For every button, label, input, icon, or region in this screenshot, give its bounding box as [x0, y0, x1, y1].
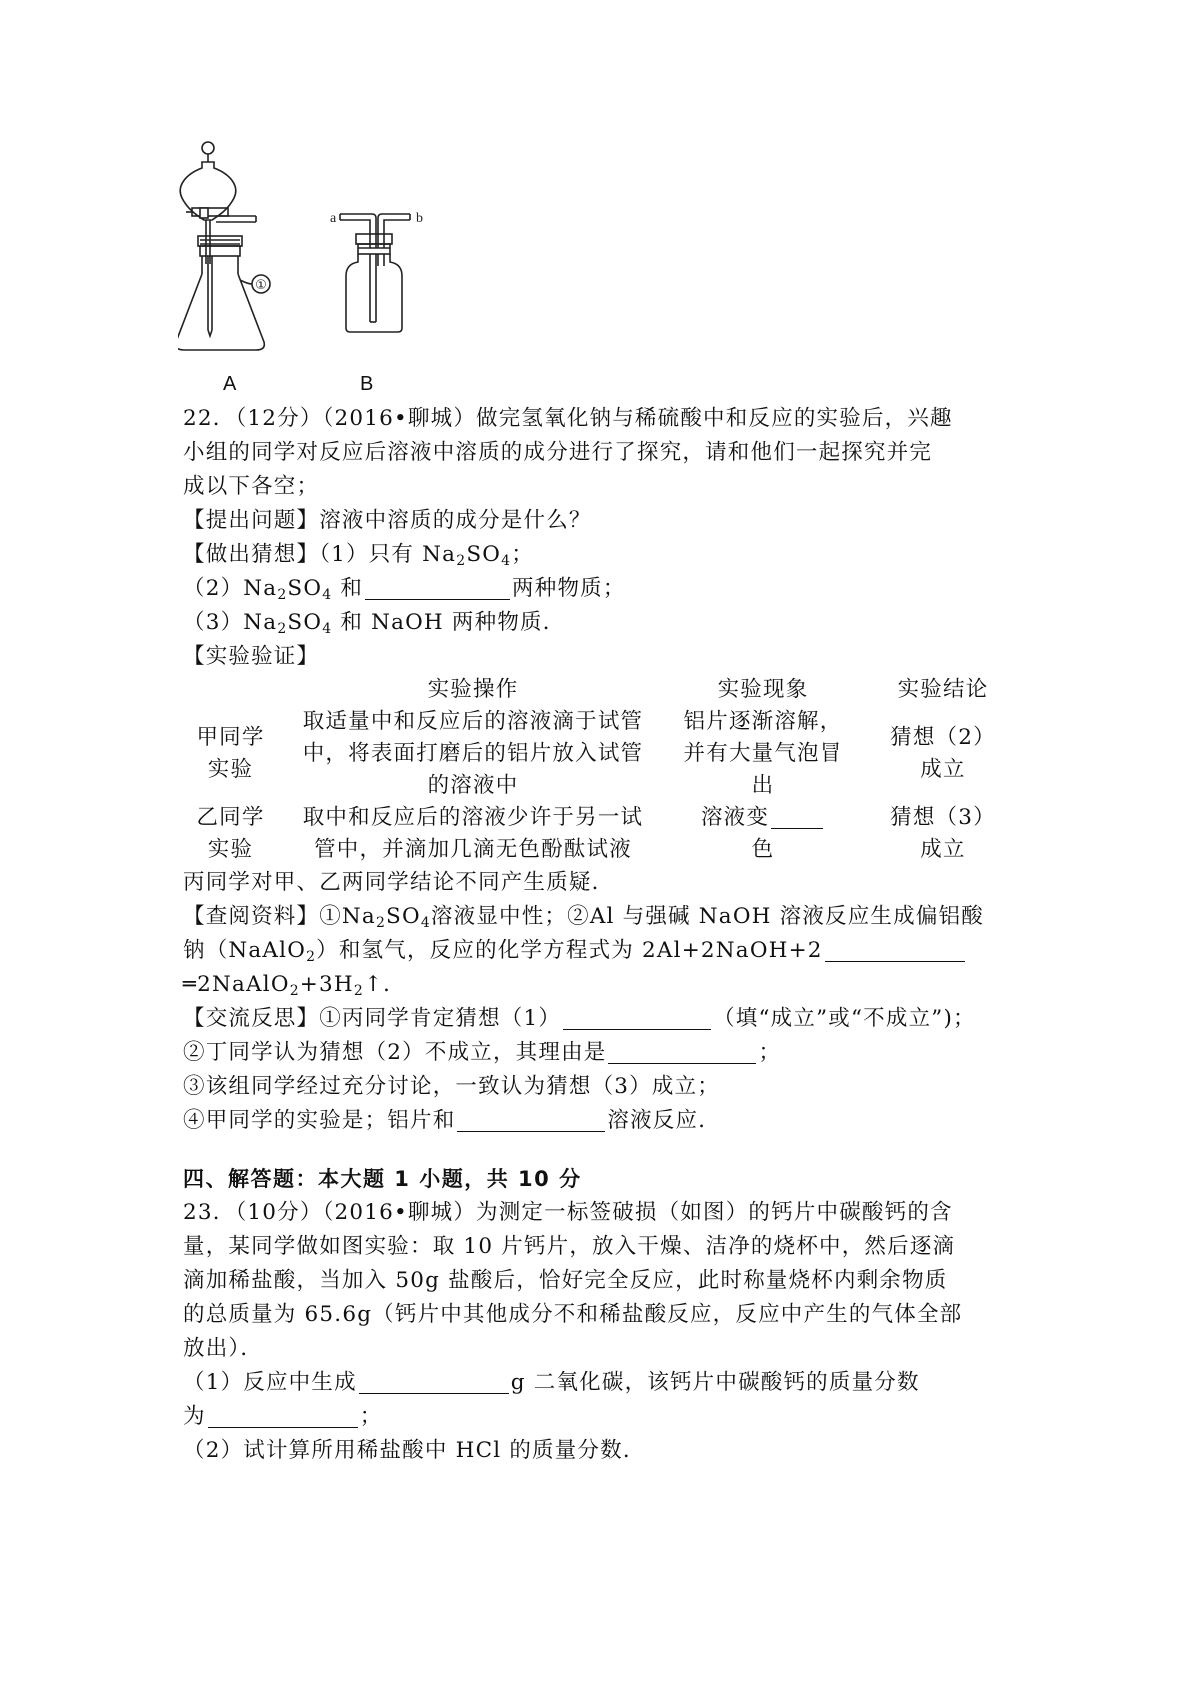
figure-b-caption: B: [360, 373, 374, 395]
q23-part-1-cont: 为 ；: [183, 1404, 383, 1429]
q22-line-1: 22．（12分）（2016•聊城）做完氢氧化钠与稀硫酸中和反应的实验后，兴趣: [183, 406, 953, 431]
answer-blank[interactable]: [563, 1005, 711, 1030]
apparatus-b-figure: [326, 204, 461, 379]
answer-blank[interactable]: [771, 804, 823, 829]
port-b-label: b: [416, 211, 423, 226]
answer-blank[interactable]: [457, 1107, 605, 1132]
q22-verify-heading: 【实验验证】: [183, 644, 320, 669]
q22-guess-1: 【做出猜想】（1）只有 $Na_2SO_4$；: [183, 542, 534, 569]
header-conclusion: 实验结论: [897, 677, 989, 702]
q23-part-2: （2）试计算所用稀盐酸中 HCl 的质量分数．: [183, 1438, 646, 1463]
table-header-row: [183, 674, 1028, 706]
q22-reference-2: 钠（NaAlO$_2$）和氢气，反应的化学方程式为 2Al+2NaOH+2: [183, 934, 1028, 968]
answer-blank[interactable]: [359, 1369, 509, 1394]
q22-line-2: 小组的同学对反应后溶液中溶质的成分进行了探究，请和他们一起探究并完: [183, 440, 933, 465]
q22-ask: 【提出问题】溶液中溶质的成分是什么？: [183, 508, 592, 533]
q23-line-3: 滴加稀盐酸，当加入 50g 盐酸后，恰好完全反应，此时称量烧杯内剩余物质: [183, 1268, 948, 1293]
header-phenomenon: 实验现象: [717, 677, 809, 702]
q22-reflection-3: ③该组同学经过充分讨论，一致认为猜想（3）成立；: [183, 1074, 720, 1099]
q23-line-1: 23．（10分）（2016•聊城）为测定一标签破损（如图）的钙片中碳酸钙的含: [183, 1200, 953, 1225]
q23-line-2: 量，某同学做如图实验：取 10 片钙片，放入干燥、洁净的烧杯中，然后逐滴: [183, 1234, 956, 1259]
answer-blank[interactable]: [825, 937, 965, 962]
q22-line-3: 成以下各空；: [183, 474, 320, 499]
header-operation: 实验操作: [427, 677, 519, 702]
q22-guess-2: $(2)Na_2SO_4$ 和 两种物质；: [183, 576, 626, 603]
q22-guess-3: $(3)Na_2SO_4$ 和 NaOH 两种物质．: [183, 610, 566, 637]
q23-line-5: 放出）．: [183, 1336, 264, 1361]
figure-a-caption: A: [223, 373, 237, 395]
q22-reference-3: $═2NaAlO_2+3H_2↑$．: [183, 972, 406, 999]
q22-reflection-2: ②丁同学认为猜想（2）不成立，其理由是 ；: [183, 1040, 782, 1065]
answer-blank[interactable]: [365, 575, 510, 600]
q22-reference-1: 【查阅资料】$①Na_2SO_4$溶液显中性；②Al 与强碱 NaOH 溶液反应生成偏铝酸: [183, 904, 984, 931]
q23-part-1: （1）反应中生成 g 二氧化碳，该钙片中碳酸钙的质量分数: [183, 1370, 920, 1395]
figure-a-circle-label: ①: [255, 278, 267, 293]
answer-blank[interactable]: [608, 1039, 756, 1064]
table-row: 甲同学 实验 取适量中和反应后的溶液滴于试管 中，将表面打磨后的铝片放入试管 的溶液中 铝片逐渐溶解， 并有大量气泡冒 出 猜想（2） 成立: [196, 709, 996, 798]
experiment-table: [183, 674, 1028, 866]
apparatus-a-figure: [178, 134, 298, 374]
q22-reflection-1: 【交流反思】①丙同学肯定猜想（1） （填“成立”或“不成立”)；: [183, 1006, 976, 1031]
answer-blank[interactable]: [208, 1403, 358, 1428]
table-row: 乙同学 实验 取中和反应后的溶液少许于另一试 管中，并滴加几滴无色酚酞试液 溶液变 色 猜想（3） 成立: [196, 805, 996, 862]
q22-reflection-4: ④甲同学的实验是；铝片和 溶液反应．: [183, 1108, 721, 1133]
section-4-title: 四、解答题：本大题 1 小题，共 10 分: [183, 1167, 582, 1191]
q23-line-4: 的总质量为 65.6g（钙片中其他成分不和稀盐酸反应，反应中产生的气体全部: [183, 1302, 963, 1327]
port-a-label: a: [330, 211, 337, 226]
exam-content: [183, 402, 1028, 1468]
q22-doubt: 丙同学对甲、乙两同学结论不同产生质疑．: [183, 870, 615, 895]
